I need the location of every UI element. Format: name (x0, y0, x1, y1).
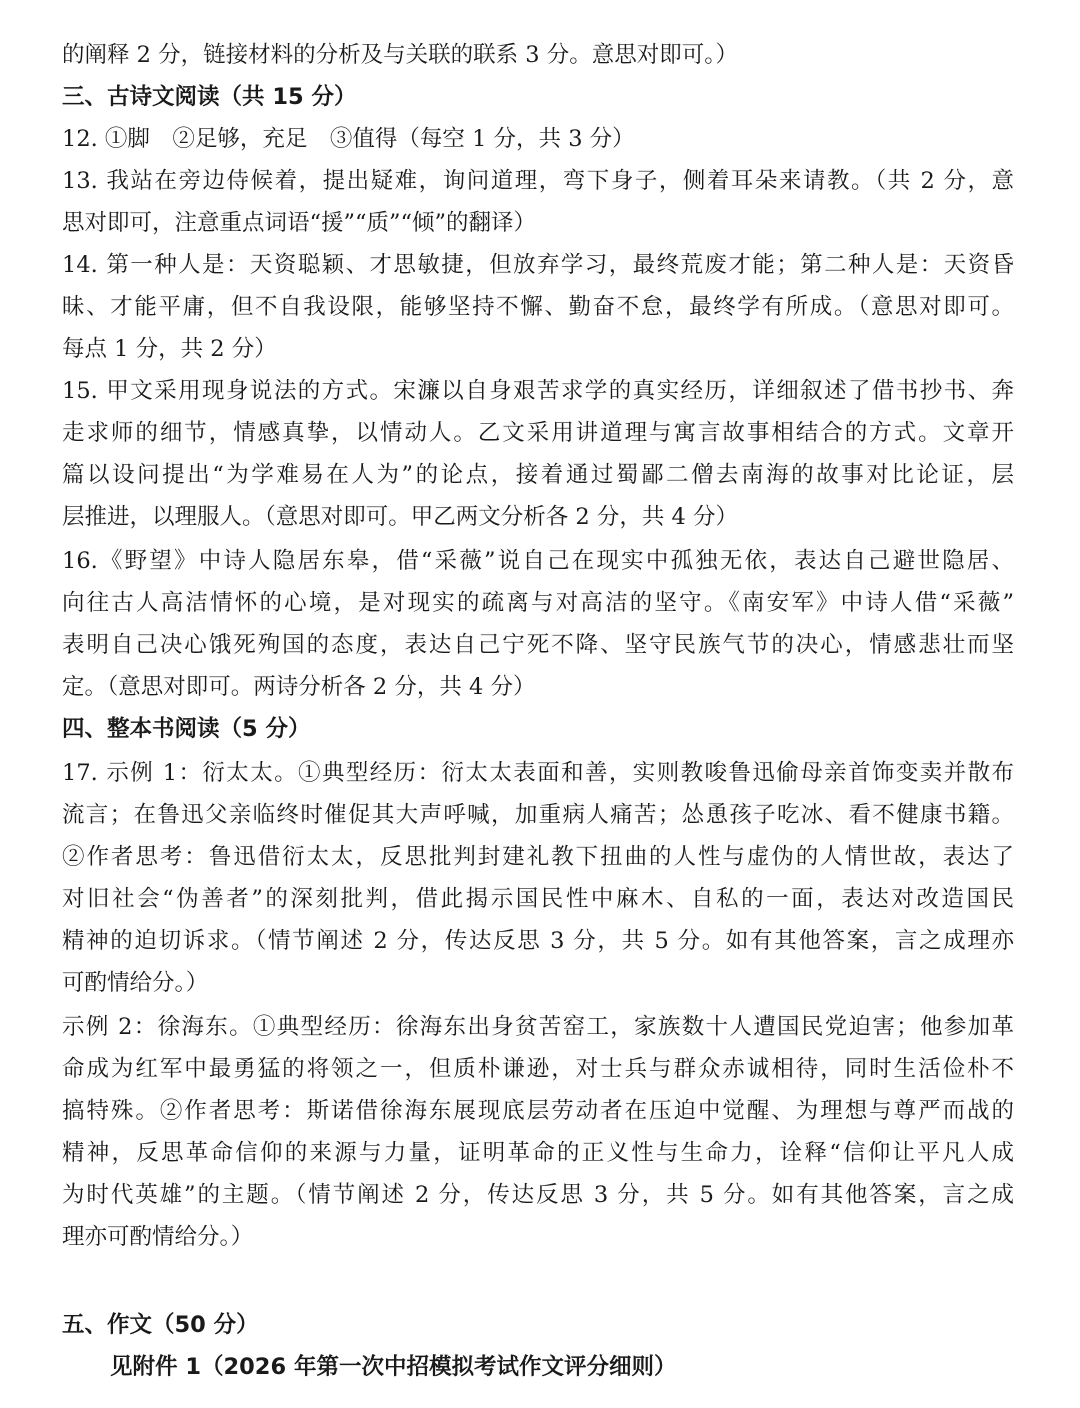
text-line: 为时代英雄”的主题。（情节阐述 2 分，传达反思 3 分，共 5 分。如有其他答案，言之成 (62, 1182, 1014, 1208)
text-line: 昧、才能平庸，但不自我设限，能够坚持不懈、勤奋不怠，最终学有所成。（意思对即可。 (62, 294, 1014, 320)
answer-15: 15. 甲文采用现身说法的方式。宋濂以自身艰苦求学的真实经历，详细叙述了借书抄书、奔 (62, 378, 1014, 404)
section-heading-classical-poetry: 三、古诗文阅读（共 15 分） (62, 84, 357, 110)
text-line: 篇以设问提出“为学难易在人为”的论点，接着通过蜀鄙二僧去南海的故事对比论证，层 (62, 462, 1014, 488)
text-line: 定。（意思对即可。两诗分析各 2 分，共 4 分） (62, 674, 536, 700)
text-line: 思对即可，注意重点词语“援”“质”“倾”的翻译） (62, 210, 537, 236)
answer-14: 14. 第一种人是：天资聪颖、才思敏捷，但放弃学习，最终荒废才能；第二种人是：天资昏 (62, 252, 1014, 278)
text-line: 命成为红军中最勇猛的将领之一，但质朴谦逊，对士兵与群众赤诚相待，同时生活俭朴不 (62, 1056, 1014, 1082)
text-line: 走求师的细节，情感真挚，以情动人。乙文采用讲道理与寓言故事相结合的方式。文章开 (62, 420, 1014, 446)
text-line: 可酌情给分。） (62, 970, 209, 996)
text-line: 流言；在鲁迅父亲临终时催促其大声呼喊，加重病人痛苦；怂恿孩子吃冰、看不健康书籍。 (62, 802, 1014, 828)
text-line: 表明自己决心饿死殉国的态度，表达自己宁死不降、坚守民族气节的决心，情感悲壮而坚 (62, 632, 1014, 658)
text-line: ②作者思考：鲁迅借衍太太，反思批判封建礼教下扭曲的人性与虚伪的人情世故，表达了 (62, 844, 1014, 870)
answer-16: 16.《野望》中诗人隐居东皋，借“采薇”说自己在现实中孤独无依，表达自己避世隐居、 (62, 548, 1014, 574)
answer-17: 17. 示例 1：衍太太。①典型经历：衍太太表面和善，实则教唆鲁迅偷母亲首饰变卖并散布 (62, 760, 1014, 786)
text-line: 精神的迫切诉求。（情节阐述 2 分，传达反思 3 分，共 5 分。如有其他答案，言之成理亦 (62, 928, 1014, 954)
text-line: 向往古人高洁情怀的心境，是对现实的疏离与对高洁的坚守。《南安军》中诗人借“采薇” (62, 590, 1014, 616)
text-line: 层推进，以理服人。（意思对即可。甲乙两文分析各 2 分，共 4 分） (62, 504, 738, 530)
text-line: 精神，反思革命信仰的来源与力量，证明革命的正义性与生命力，诠释“信仰让平凡人成 (62, 1140, 1014, 1166)
answer-13: 13. 我站在旁边侍候着，提出疑难，询问道理，弯下身子，侧着耳朵来请教。（共 2 分，意 (62, 168, 1014, 194)
text-line: 的阐释 2 分，链接材料的分析及与关联的联系 3 分。意思对即可。） (62, 42, 738, 68)
text-line: 理亦可酌情给分。） (62, 1224, 254, 1250)
answer-12: 12. ①脚 ②足够，充足 ③值得（每空 1 分，共 3 分） (62, 126, 635, 152)
section-heading-composition: 五、作文（50 分） (62, 1312, 259, 1338)
example-2: 示例 2：徐海东。①典型经历：徐海东出身贫苦窑工，家族数十人遭国民党迫害；他参加革 (62, 1014, 1014, 1040)
text-line: 对旧社会“伪善者”的深刻批判，借此揭示国民性中麻木、自私的一面，表达对改造国民 (62, 886, 1014, 912)
section-heading-whole-book: 四、整本书阅读（5 分） (62, 716, 311, 742)
text-line: 每点 1 分，共 2 分） (62, 336, 277, 362)
composition-attachment-note: 见附件 1（2026 年第一次中招模拟考试作文评分细则） (110, 1354, 677, 1380)
text-line: 搞特殊。②作者思考：斯诺借徐海东展现底层劳动者在压迫中觉醒、为理想与尊严而战的 (62, 1098, 1014, 1124)
